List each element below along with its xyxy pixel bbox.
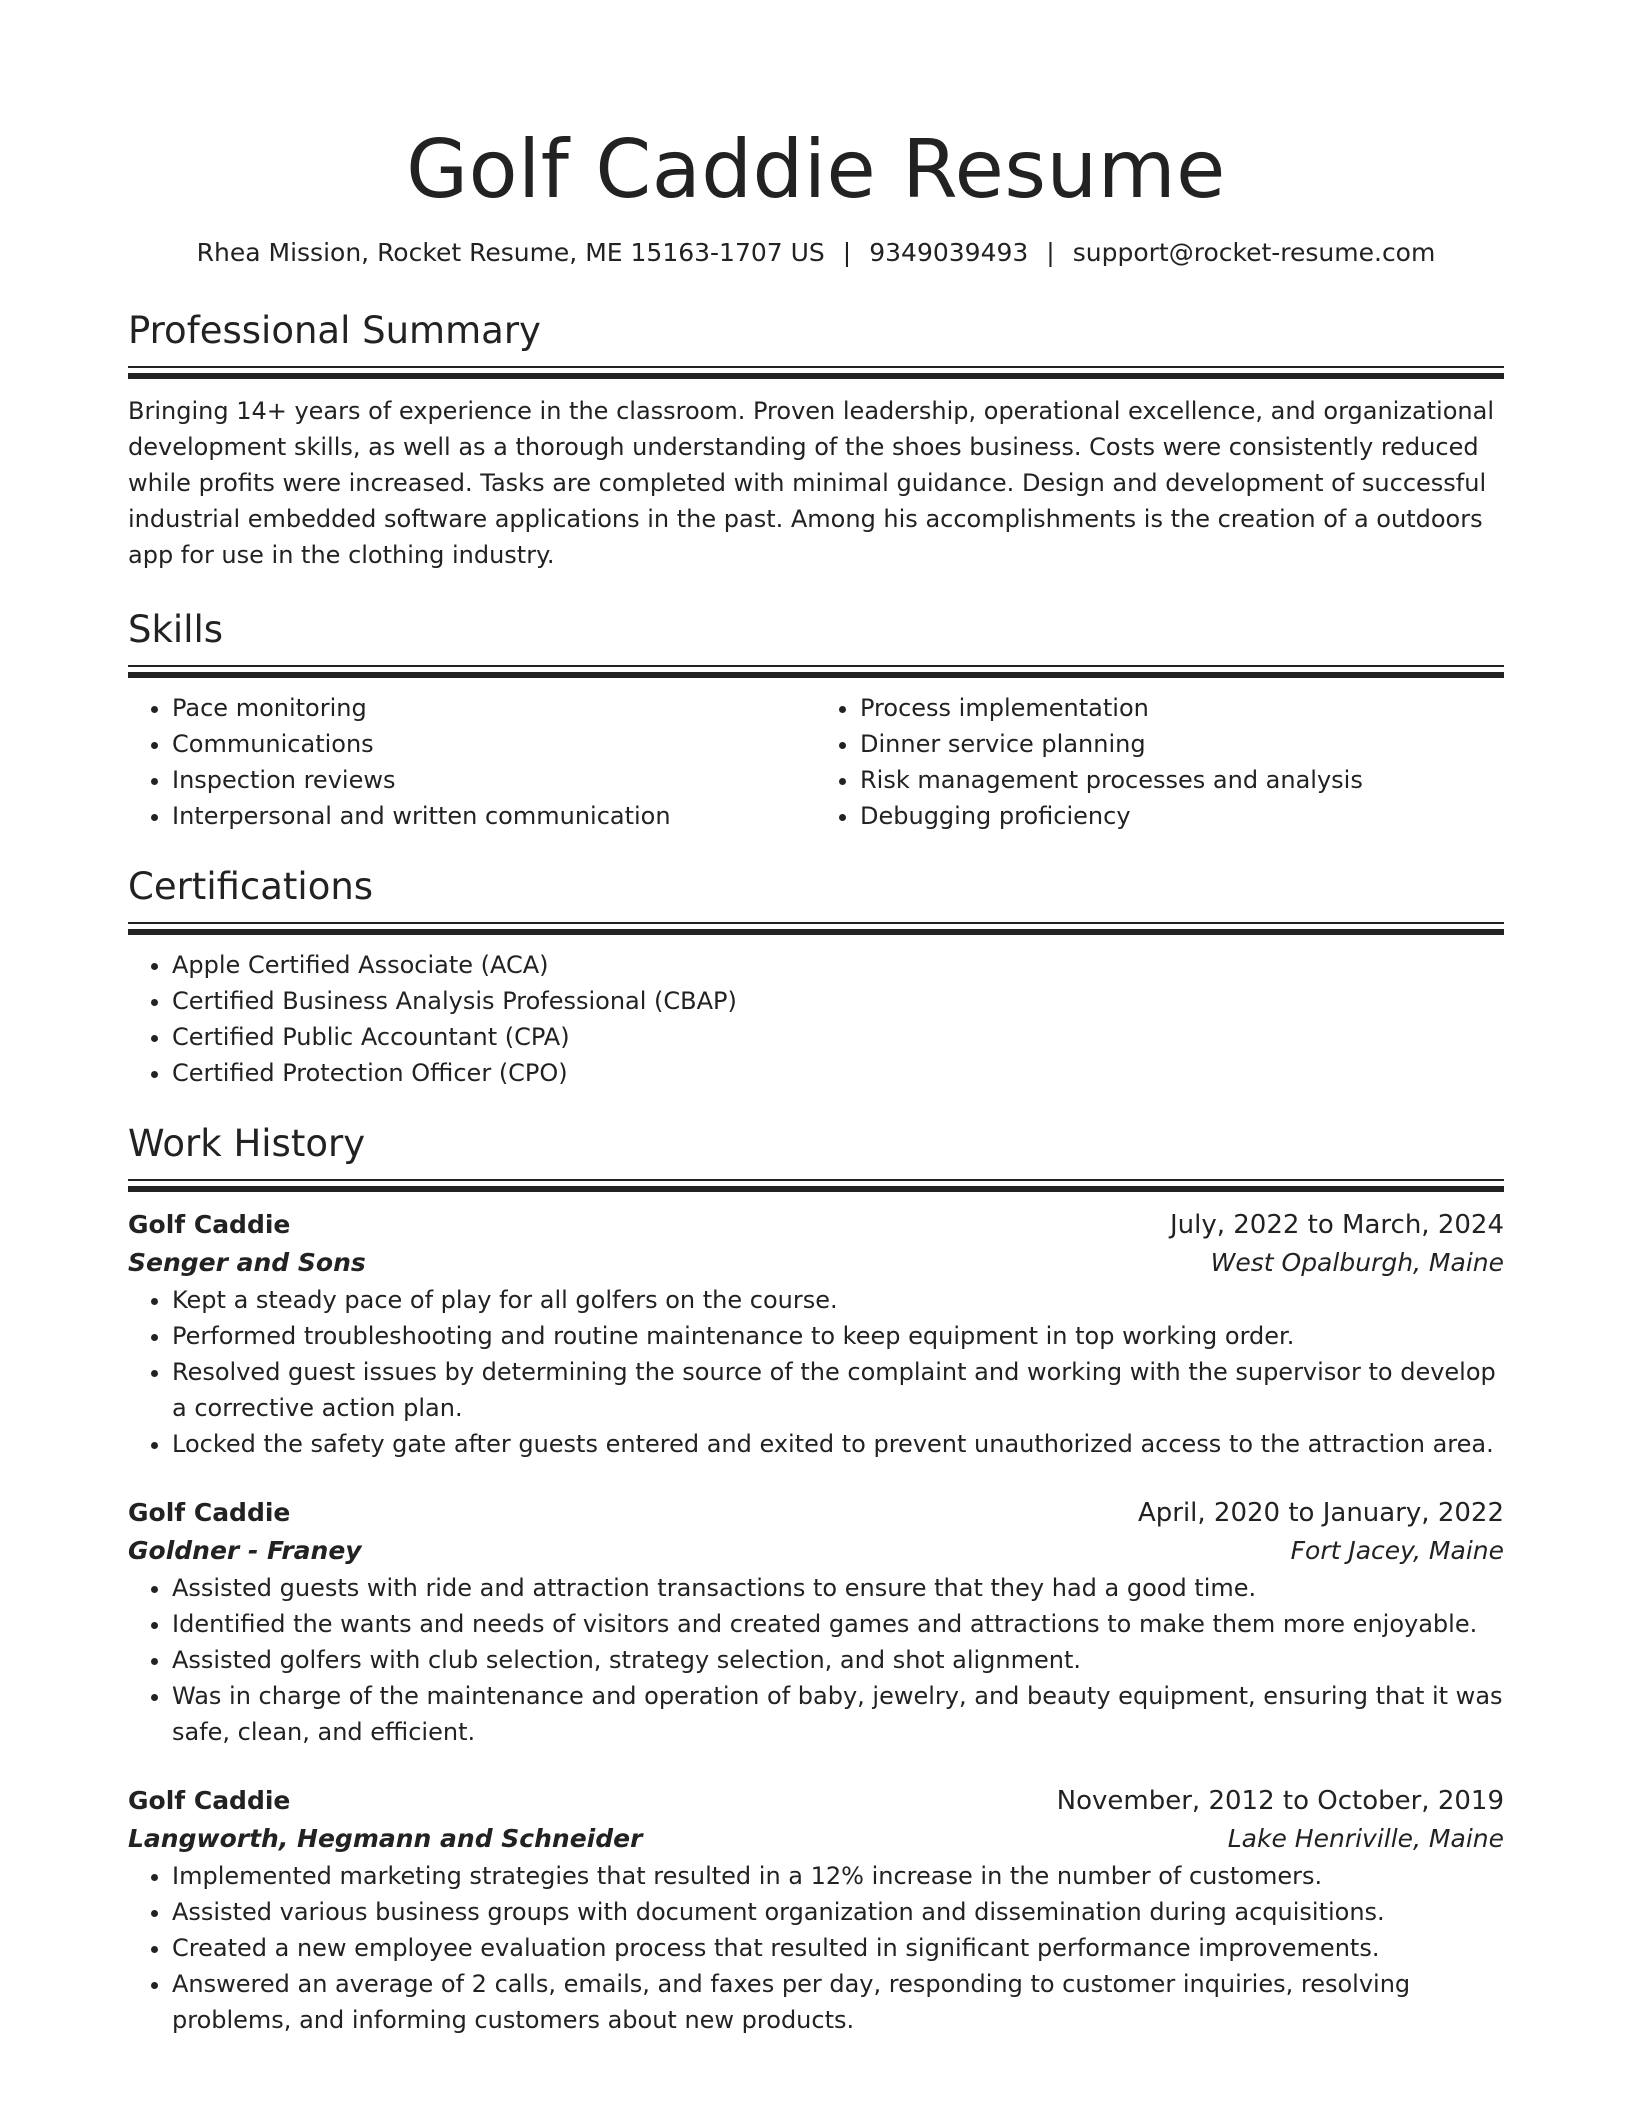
list-item: • Assisted various business groups with document organization and dissemination during acquisitions.	[172, 1894, 1504, 1930]
list-item: • Certified Public Accountant (CPA)	[172, 1019, 1504, 1055]
section-heading-summary: Professional Summary	[128, 309, 541, 352]
list-item: • Pace monitoring	[172, 690, 816, 726]
section-divider	[128, 922, 1504, 935]
section-divider	[128, 366, 1504, 379]
job-bullets	[128, 1282, 1504, 1462]
list-item: • Performed troubleshooting and routine maintenance to keep equipment in top working order.	[172, 1318, 1504, 1354]
list-item: • Debugging proficiency	[860, 798, 1504, 834]
certifications-list	[128, 947, 1504, 1091]
job-location: Fort Jacey, Maine	[1290, 1536, 1504, 1565]
list-item: • Created a new employee evaluation process that resulted in significant performance improvements.	[172, 1930, 1504, 1966]
list-item: • Dinner service planning	[860, 726, 1504, 762]
job-company: Senger and Sons	[128, 1248, 366, 1277]
job-subheader	[128, 1532, 1504, 1570]
section-divider	[128, 1179, 1504, 1192]
job-subheader	[128, 1244, 1504, 1282]
list-item: • Interpersonal and written communication	[172, 798, 816, 834]
section-heading-skills: Skills	[128, 608, 224, 651]
resume-page	[128, 0, 1504, 2038]
list-item: • Certified Business Analysis Professional (CBAP)	[172, 983, 1504, 1019]
job-dates: April, 2020 to January, 2022	[1137, 1498, 1504, 1528]
contact-separator: |	[842, 238, 852, 267]
job-location: West Opalburgh, Maine	[1210, 1248, 1504, 1277]
contact-email: support@rocket-resume.com	[1072, 238, 1436, 267]
job-header	[128, 1206, 1504, 1244]
list-item: • Implemented marketing strategies that resulted in a 12% increase in the number of customers.	[172, 1858, 1504, 1894]
job-bullets	[128, 1570, 1504, 1750]
skills-list-left	[128, 690, 816, 834]
job-title: Golf Caddie	[128, 1210, 291, 1239]
job-bullets	[128, 1858, 1504, 2038]
job-company: Goldner - Franey	[128, 1536, 362, 1565]
section-heading-work-history: Work History	[128, 1122, 366, 1165]
job-entry	[128, 1494, 1504, 1750]
contact-phone: 9349039493	[869, 238, 1029, 267]
job-subheader	[128, 1820, 1504, 1858]
list-item: • Answered an average of 2 calls, emails, and faxes per day, responding to customer inquiries, resolving problems, and informing customers about new products.	[172, 1966, 1504, 2038]
list-item: • Resolved guest issues by determining the source of the complaint and working with the supervisor to develop a corrective action plan.	[172, 1354, 1504, 1426]
summary-text: Bringing 14+ years of experience in the classroom. Proven leadership, operational excellence, and organizational development skills, as well as a thorough understanding of the shoes business. Costs were consistently reduced while profits were increased. Tasks are completed with minimal guidance. Design and development of successful industrial embedded software applications in the past. Among his accomplishments is the creation of a outdoors app for use in the clothing industry.	[128, 397, 1494, 569]
contact-separator: |	[1046, 238, 1055, 267]
list-item: • Risk management processes and analysis	[860, 762, 1504, 798]
list-item: • Certified Protection Officer (CPO)	[172, 1055, 1504, 1091]
list-item: • Process implementation	[860, 690, 1504, 726]
job-company: Langworth, Hegmann and Schneider	[128, 1824, 643, 1853]
skills-grid	[128, 690, 1504, 834]
job-title: Golf Caddie	[128, 1786, 291, 1815]
job-entry	[128, 1782, 1504, 2038]
summary-section	[128, 308, 1504, 573]
list-item: • Was in charge of the maintenance and operation of baby, jewelry, and beauty equipment, ensuring that it was safe, clean, and efficient.	[172, 1678, 1504, 1750]
section-heading-certifications: Certifications	[128, 865, 374, 908]
list-item: • Assisted guests with ride and attraction transactions to ensure that they had a good time.	[172, 1570, 1504, 1606]
list-item: • Communications	[172, 726, 816, 762]
list-item: • Locked the safety gate after guests entered and exited to prevent unauthorized access to the attraction area.	[172, 1426, 1504, 1462]
resume-title: Golf Caddie Resume	[406, 123, 1226, 216]
list-item: • Assisted golfers with club selection, strategy selection, and shot alignment.	[172, 1642, 1504, 1678]
job-entry	[128, 1206, 1504, 1462]
job-dates: November, 2012 to October, 2019	[1056, 1786, 1504, 1816]
contact-address: Rhea Mission, Rocket Resume, ME 15163-1707 US	[196, 238, 825, 267]
list-item: • Identified the wants and needs of visitors and created games and attractions to make them more enjoyable.	[172, 1606, 1504, 1642]
list-item: • Apple Certified Associate (ACA)	[172, 947, 1504, 983]
job-header	[128, 1494, 1504, 1532]
skills-section	[128, 607, 1504, 834]
contact-line	[128, 236, 1504, 270]
section-divider	[128, 665, 1504, 678]
certifications-section	[128, 864, 1504, 1091]
job-dates: July, 2022 to March, 2024	[1169, 1210, 1504, 1240]
skills-list-right	[816, 690, 1504, 834]
job-title: Golf Caddie	[128, 1498, 291, 1527]
work-history-section	[128, 1121, 1504, 2038]
list-item: • Kept a steady pace of play for all golfers on the course.	[172, 1282, 1504, 1318]
job-location: Lake Henriville, Maine	[1227, 1824, 1504, 1853]
list-item: • Inspection reviews	[172, 762, 816, 798]
job-header	[128, 1782, 1504, 1820]
